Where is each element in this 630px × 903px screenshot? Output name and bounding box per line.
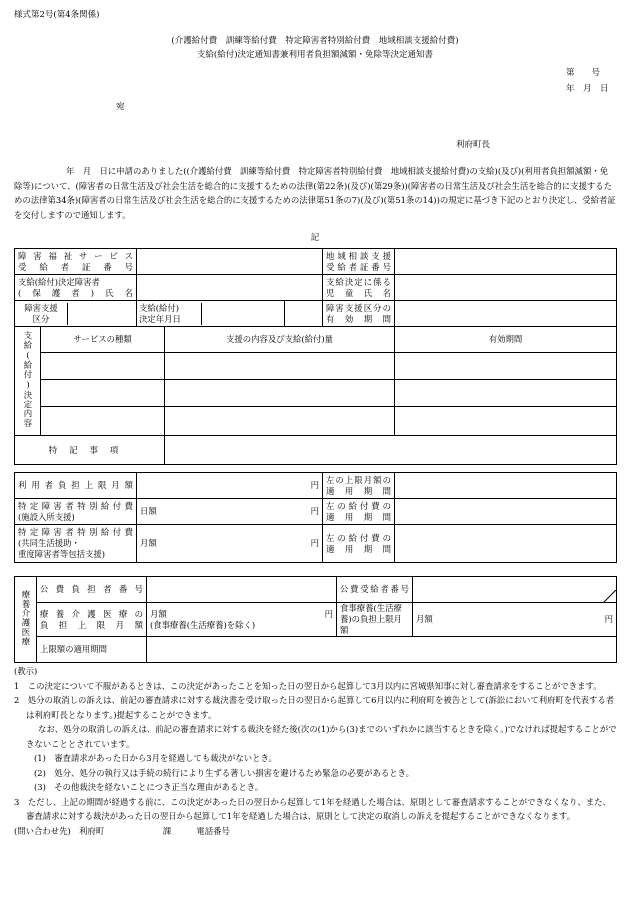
limit-period-field-2[interactable] (147, 637, 617, 663)
child-name-label: 支給決定に係る 児童氏名 (323, 275, 395, 301)
note-3: 3 ただし、上記の期間が経過する前に、この決定があった日の翌日から起算して1年を経過した場合は、原則として審査請求することができなくなり、また、審査請求に対する裁決があった日の翌日から起算して1年を経過した場合は、原則として決定の取消しの訴えを提起することができなくなります。 (14, 796, 611, 821)
meal-limit-label: 食事療養(生活療 養)の負担上限月額 (337, 603, 413, 637)
form-title: 支給(給付)決定通知書兼利用者負担額減額・免除等決定通知書 (196, 50, 434, 60)
col-valid-period: 有効期間 (395, 327, 617, 353)
recipient-number-label: 公費受給者番号 (337, 577, 413, 603)
note-2-1: (1) 審査請求があった日から3月を経過しても裁決がないとき。 (34, 753, 277, 763)
decision-table (14, 248, 617, 563)
support-category-field[interactable] (68, 303, 136, 325)
medical-care-side-label: 療養介護医療 (15, 577, 37, 663)
special-benefit-2-label: 特定障害者特別給付費 (共同生活援助・ 重度障害者等包括支援) (15, 525, 137, 563)
special-notes-label: 特記事項 (15, 436, 165, 465)
note-1: 1 この決定について不服があるときは、この決定があったことを知った日の翌日から起算して3月以内に宮城県知事に対し審査請求をすることができます。 (14, 680, 602, 691)
consult-number-label: 地域相談支援 受給者証番号 (323, 249, 395, 275)
col-support-content: 支援の内容及び支給(給付)量 (165, 327, 395, 353)
body-paragraph: 年 月 日に申請のありました((介護給付費 訓練等給付費 特定障害者特別給付費 地域相談支援給付費)の支給)(及び)(利用者負担額減額・免除等)について、(障害者の日常生活及び社会生活を総合的に支援するための法律(第22条)(及び)(第29条))(障害者の日常生活及び社会生活を総合的に支援するための法律第34条)(障害者の日常生活及び社会生活を総合的に支援するための法律第51条の7)(及び)(第51条の14))の規定に基づき下記のとおり決定し、受給者証を交付しますので通知します。 (14, 166, 616, 220)
r3-blank[interactable] (285, 301, 323, 327)
burden-limit-field[interactable]: 円 (137, 473, 323, 499)
benefit-1-period-field[interactable] (395, 499, 617, 525)
period-row-3[interactable] (395, 407, 617, 436)
special-benefit-1-label: 特定障害者特別給付費 (施設入所支援) (15, 499, 137, 525)
period-row-1[interactable] (395, 353, 617, 380)
category-period-field[interactable] (395, 301, 617, 327)
child-name-field[interactable] (395, 275, 617, 301)
meal-limit-field[interactable]: 月額 円 (413, 603, 617, 637)
benefit-1-period-label: 左の給付費の 適用期間 (323, 499, 395, 525)
special-benefit-2-field[interactable]: 月額 円 (137, 525, 323, 563)
note-2-2: (2) 処分、処分の執行又は手続の続行により生ずる著しい損害を避けるため緊急の必要があるとき。 (34, 767, 415, 778)
content-row-2[interactable] (165, 380, 395, 407)
medical-care-table (14, 576, 617, 663)
note-2b: なお、処分の取消しの訴えは、前記の審査請求に対する裁決を経た後(次の(1)から(3)までのいずれかに該当するときを除く。)でなければ提起することができないこととされています。 (26, 724, 617, 749)
consult-number-field[interactable] (395, 249, 617, 275)
ki-heading: 記 (310, 233, 320, 243)
benefit-2-period-label: 左の給付費の 適用期間 (323, 525, 395, 563)
note-2: 2 処分の取消しの訴えは、前記の審査請求に対する裁決書を受け取った日の翌日から起算して6月以内に利府町を被告として(訴訟において利府町を代表する者は利府町長となります。)提起することができます。 (14, 695, 615, 720)
contact-line: (問い合わせ先) 利府町 課 電話番号 (14, 825, 230, 836)
payer-number-field[interactable] (147, 577, 337, 603)
limit-period-field[interactable] (395, 473, 617, 499)
limit-period-label-2: 上限額の適用期間 (37, 637, 147, 663)
content-row-1[interactable] (165, 353, 395, 380)
limit-period-label: 左の上限月額の 適用期間 (323, 473, 395, 499)
note-2-3: (3) その他裁決を経ないことにつき正当な理由があるとき。 (34, 782, 264, 792)
instructions-heading: (教示) (14, 666, 38, 676)
col-service-type: サービスの種類 (41, 327, 165, 353)
form-number: 様式第2号(第4条関係) (14, 10, 100, 20)
instructions (14, 664, 618, 838)
service-row-1[interactable] (41, 353, 165, 380)
burden-limit-label: 利用者負担上限月額 (15, 473, 137, 499)
addressee-suffix: 宛 (116, 102, 125, 112)
recipient-number-field[interactable] (413, 577, 617, 603)
recipient-name-label: 支給(給付)決定障害者 (保護者)氏名 (15, 275, 137, 301)
slash-mark (590, 590, 616, 603)
decision-date-field[interactable] (202, 303, 284, 325)
service-number-label: 障害福祉サービス 受給者証番号 (15, 249, 137, 275)
special-benefit-1-field[interactable]: 日額 円 (137, 499, 323, 525)
period-row-2[interactable] (395, 380, 617, 407)
special-notes-field[interactable] (165, 436, 617, 465)
decision-content-side-label: 支給(給付)決定内容 (15, 327, 41, 436)
document-date: 年 月 日 (566, 84, 609, 94)
form-subtitle: (介護給付費 訓練等給付費 特定障害者特別給付費 地域相談支援給付費) (171, 36, 459, 46)
document-number: 第 号 (566, 68, 601, 78)
payer-number-label: 公費負担者番号 (37, 577, 147, 603)
recipient-name-field[interactable] (137, 275, 323, 301)
category-period-label: 障害支援区分の 有効期間 (323, 301, 395, 327)
medical-limit-field[interactable]: 月額 円 (食事療養(生活療養)を除く) (147, 603, 337, 637)
service-row-2[interactable] (41, 380, 165, 407)
medical-limit-label: 療養介護医療の 負担上限月額 (37, 603, 147, 637)
support-category-label: 障害支援 区分 (15, 303, 68, 325)
sender-name: 利府町長 (456, 140, 491, 150)
service-row-3[interactable] (41, 407, 165, 436)
decision-date-label: 支給(給付) 決定年月日 (137, 303, 202, 325)
service-number-field[interactable] (137, 249, 323, 275)
benefit-2-period-field[interactable] (395, 525, 617, 563)
content-row-3[interactable] (165, 407, 395, 436)
